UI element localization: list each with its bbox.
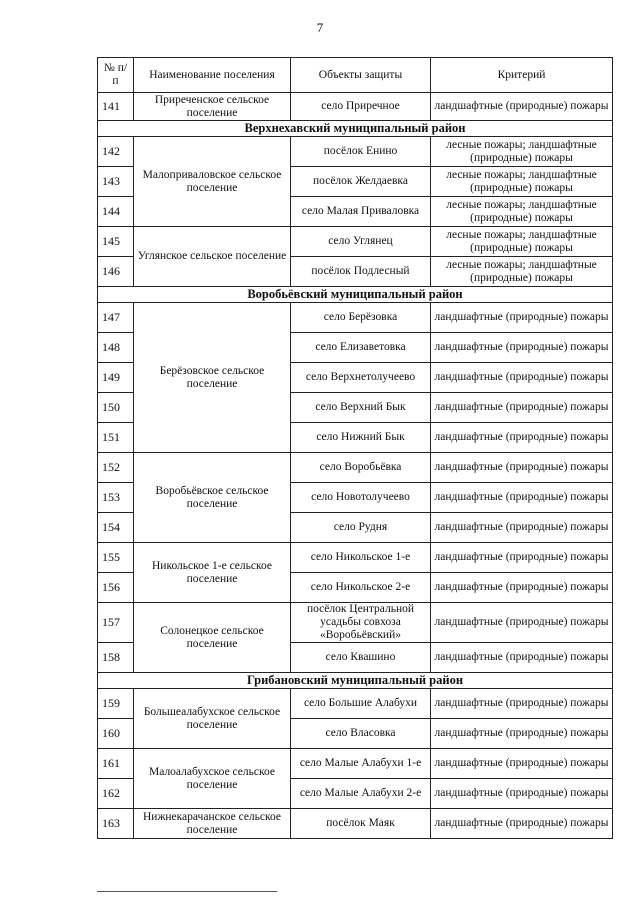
criterion: ландшафтные (природные) пожары bbox=[431, 363, 613, 393]
criterion: ландшафтные (природные) пожары bbox=[431, 779, 613, 809]
protection-object: село Елизаветовка bbox=[291, 333, 431, 363]
row-num: 151 bbox=[98, 423, 134, 453]
row-num: 163 bbox=[98, 809, 134, 839]
table-row bbox=[98, 303, 613, 333]
row-num: 150 bbox=[98, 393, 134, 423]
criterion: ландшафтные (природные) пожары bbox=[431, 719, 613, 749]
criterion: лесные пожары; ландшафтные (природные) пожары bbox=[431, 197, 613, 227]
protection-object: село Верхний Бык bbox=[291, 393, 431, 423]
criterion: лесные пожары; ландшафтные (природные) пожары bbox=[431, 257, 613, 287]
criterion: ландшафтные (природные) пожары bbox=[431, 453, 613, 483]
header-num: № п/п bbox=[98, 58, 134, 93]
table-row bbox=[98, 137, 613, 167]
protection-object: посёлок Желдаевка bbox=[291, 167, 431, 197]
footnote-divider bbox=[97, 891, 277, 892]
table-row bbox=[98, 749, 613, 779]
row-num: 157 bbox=[98, 603, 134, 643]
settlement-name: Никольское 1-е сельское поселение bbox=[134, 543, 291, 603]
district-title: Грибановский муниципальный район bbox=[98, 673, 613, 689]
criterion: ландшафтные (природные) пожары bbox=[431, 689, 613, 719]
table-header-row bbox=[98, 58, 613, 93]
protection-object: село Берёзовка bbox=[291, 303, 431, 333]
protection-object: село Никольское 2-е bbox=[291, 573, 431, 603]
protection-object: село Малые Алабухи 2-е bbox=[291, 779, 431, 809]
criterion: ландшафтные (природные) пожары bbox=[431, 393, 613, 423]
settlement-name: Нижнекарачанское сельское поселение bbox=[134, 809, 291, 839]
criterion: ландшафтные (природные) пожары bbox=[431, 483, 613, 513]
row-num: 152 bbox=[98, 453, 134, 483]
protection-object: село Малые Алабухи 1-е bbox=[291, 749, 431, 779]
criterion: ландшафтные (природные) пожары bbox=[431, 303, 613, 333]
table-row bbox=[98, 543, 613, 573]
protection-objects-table bbox=[97, 57, 613, 839]
protection-object: посёлок Маяк bbox=[291, 809, 431, 839]
row-num: 160 bbox=[98, 719, 134, 749]
table-row bbox=[98, 227, 613, 257]
header-criterion: Критерий bbox=[431, 58, 613, 93]
criterion: ландшафтные (природные) пожары bbox=[431, 513, 613, 543]
table-row bbox=[98, 603, 613, 643]
row-num: 158 bbox=[98, 643, 134, 673]
district-section-row bbox=[98, 673, 613, 689]
criterion: ландшафтные (природные) пожары bbox=[431, 643, 613, 673]
protection-object: село Рудня bbox=[291, 513, 431, 543]
protection-object: село Новотолучеево bbox=[291, 483, 431, 513]
protection-object: посёлок Центральной усадьбы совхоза «Воробьёвский» bbox=[291, 603, 431, 643]
settlement-name: Воробьёвское сельское поселение bbox=[134, 453, 291, 543]
row-num: 143 bbox=[98, 167, 134, 197]
settlement-name: Малоалабухское сельское поселение bbox=[134, 749, 291, 809]
criterion: ландшафтные (природные) пожары bbox=[431, 333, 613, 363]
row-num: 162 bbox=[98, 779, 134, 809]
criterion: лесные пожары; ландшафтные (природные) пожары bbox=[431, 167, 613, 197]
row-num: 148 bbox=[98, 333, 134, 363]
protection-object: село Никольское 1-е bbox=[291, 543, 431, 573]
header-objects: Объекты защиты bbox=[291, 58, 431, 93]
table-row bbox=[98, 93, 613, 121]
protection-object: село Углянец bbox=[291, 227, 431, 257]
row-num: 144 bbox=[98, 197, 134, 227]
criterion: ландшафтные (природные) пожары bbox=[431, 423, 613, 453]
row-num: 147 bbox=[98, 303, 134, 333]
district-section-row bbox=[98, 287, 613, 303]
header-settlement: Наименование поселения bbox=[134, 58, 291, 93]
table-row bbox=[98, 809, 613, 839]
criterion: ландшафтные (природные) пожары bbox=[431, 603, 613, 643]
table-row bbox=[98, 689, 613, 719]
district-title: Верхнехавский муниципальный район bbox=[98, 121, 613, 137]
row-num: 161 bbox=[98, 749, 134, 779]
criterion: ландшафтные (природные) пожары bbox=[431, 809, 613, 839]
row-num: 142 bbox=[98, 137, 134, 167]
row-num: 149 bbox=[98, 363, 134, 393]
protection-object: село Воробьёвка bbox=[291, 453, 431, 483]
protection-object: село Большие Алабухи bbox=[291, 689, 431, 719]
protection-object: село Малая Приваловка bbox=[291, 197, 431, 227]
criterion: ландшафтные (природные) пожары bbox=[431, 543, 613, 573]
criterion: ландшафтные (природные) пожары bbox=[431, 93, 613, 121]
protection-object: посёлок Подлесный bbox=[291, 257, 431, 287]
page-number: 7 bbox=[316, 20, 324, 35]
settlement-name: Малоприваловское сельское поселение bbox=[134, 137, 291, 227]
row-num: 145 bbox=[98, 227, 134, 257]
row-num: 141 bbox=[98, 93, 134, 121]
criterion: ландшафтные (природные) пожары bbox=[431, 749, 613, 779]
table-row bbox=[98, 453, 613, 483]
protection-object: село Нижний Бык bbox=[291, 423, 431, 453]
row-num: 154 bbox=[98, 513, 134, 543]
criterion: ландшафтные (природные) пожары bbox=[431, 573, 613, 603]
district-title: Воробьёвский муниципальный район bbox=[98, 287, 613, 303]
settlement-name: Приреченское сельское поселение bbox=[134, 93, 291, 121]
criterion: лесные пожары; ландшафтные (природные) пожары bbox=[431, 227, 613, 257]
settlement-name: Большеалабухское сельское поселение bbox=[134, 689, 291, 749]
settlement-name: Берёзовское сельское поселение bbox=[134, 303, 291, 453]
row-num: 153 bbox=[98, 483, 134, 513]
protection-object: посёлок Енино bbox=[291, 137, 431, 167]
protection-object: село Власовка bbox=[291, 719, 431, 749]
row-num: 159 bbox=[98, 689, 134, 719]
row-num: 146 bbox=[98, 257, 134, 287]
settlement-name: Солонецкое сельское поселение bbox=[134, 603, 291, 673]
district-section-row bbox=[98, 121, 613, 137]
row-num: 155 bbox=[98, 543, 134, 573]
protection-object: село Квашино bbox=[291, 643, 431, 673]
protection-object: село Приречное bbox=[291, 93, 431, 121]
row-num: 156 bbox=[98, 573, 134, 603]
criterion: лесные пожары; ландшафтные (природные) пожары bbox=[431, 137, 613, 167]
settlement-name: Углянское сельское поселение bbox=[134, 227, 291, 287]
protection-object: село Верхнетолучеево bbox=[291, 363, 431, 393]
